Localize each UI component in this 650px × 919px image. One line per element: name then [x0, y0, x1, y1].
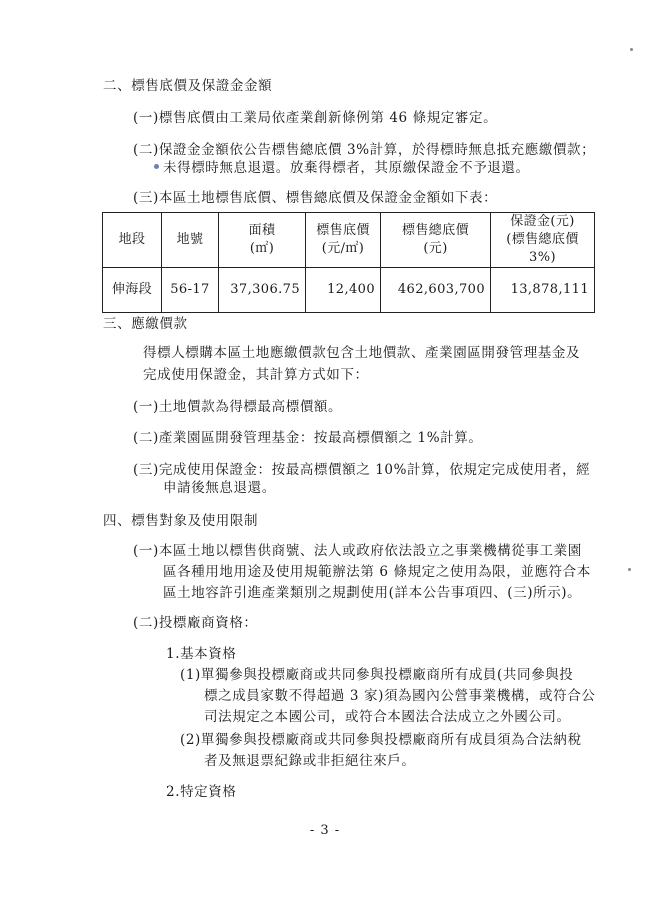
basic-item-1-line-1: (1)單獨參與投標廠商或共同參與投標廠商所有成員(共同參與投	[180, 667, 574, 683]
basic-qualification-heading: 1.基本資格	[166, 646, 237, 662]
section-3-item-3-line-2: 申請後無息退還。	[163, 480, 276, 496]
section-2-item-2-line-1: (二)保證金金額依公告標售總底價 3%計算，於得標時無息抵充應繳價款；	[133, 142, 596, 158]
section-2-item-1: (一)標售底價由工業局依產業創新條例第 46 條規定審定。	[133, 110, 498, 126]
section-2-item-3: (三)本區土地標售底價、標售總底價及保證金金額如下表：	[133, 190, 498, 206]
header-unit-price-line-2: (元/㎡)	[321, 241, 365, 256]
header-area-line-1: 面積	[248, 223, 276, 238]
cell-lot: 56-17	[162, 268, 219, 313]
header-area-line-2: (㎡)	[249, 241, 275, 256]
section-2-item-2-line-2: 未得標時無息退還。放棄得標者，其原繳保證金不予退還。	[163, 160, 530, 176]
cell-area: 37,306.75	[219, 268, 306, 313]
basic-item-1-line-2: 標之成員家數不得超過 3 家)須為國內公營事業機構，或符合公	[204, 688, 596, 704]
section-4-item-1-line-2: 區各種用地用途及使用規範辦法第 6 條規定之使用為限，並應符合本	[163, 564, 591, 580]
section-3-item-2: (二)產業園區開發管理基金：按最高標價額之 1%計算。	[133, 430, 483, 446]
header-deposit-line-1: 保證金(元)	[510, 214, 575, 229]
header-total-price-line-1: 標售總底價	[401, 223, 469, 238]
header-segment: 地段	[103, 213, 162, 268]
cell-unit-price: 12,400	[306, 268, 381, 313]
page-number: - 3 -	[309, 823, 341, 838]
table-header-row	[103, 213, 595, 268]
header-unit-price	[306, 213, 381, 268]
header-lot: 地號	[162, 213, 219, 268]
section-3-item-3-line-1: (三)完成使用保證金：按最高標價額之 10%計算，依規定完成使用者，經	[133, 462, 591, 478]
section-2-heading: 二、標售底價及保證金金額	[103, 78, 273, 94]
basic-item-2-line-2: 者及無退票紀錄或非拒絕往來戶。	[204, 753, 416, 769]
header-unit-price-line-1: 標售底價	[316, 223, 370, 238]
cell-deposit: 13,878,111	[491, 268, 595, 313]
special-qualification-heading: 2.特定資格	[166, 784, 237, 800]
basic-item-2-line-1: (2)單獨參與投標廠商或共同參與投標廠商所有成員須為合法納稅	[180, 732, 582, 748]
price-table	[102, 212, 595, 313]
cell-segment: 伸海段	[103, 268, 162, 313]
header-deposit	[491, 213, 595, 268]
header-total-price	[381, 213, 491, 268]
section-3-heading: 三、應繳價款	[103, 316, 188, 332]
header-total-price-line-2: (元)	[423, 241, 448, 256]
cell-total-price: 462,603,700	[381, 268, 491, 313]
section-3-para-line-1: 得標人標購本區土地應繳價款包含土地價款、產業園區開發管理基金及	[143, 345, 581, 361]
header-area	[219, 213, 306, 268]
section-3-item-1: (一)土地價款為得標最高標價額。	[133, 399, 343, 415]
table-row	[103, 268, 595, 313]
section-4-item-1-line-3: 區土地容許引進產業類別之規劃使用(詳本公告事項四、(三)所示)。	[163, 585, 582, 601]
section-4-item-1-line-1: (一)本區土地以標售供商號、法人或政府依法設立之事業機構從事工業園	[133, 543, 582, 559]
scan-speck	[630, 48, 633, 51]
basic-item-1-line-3: 司法規定之本國公司，或符合本國法合法成立之外國公司。	[204, 709, 571, 725]
header-deposit-line-2: (標售總底價 3%)	[506, 232, 579, 265]
section-3-para-line-2: 完成使用保證金，其計算方式如下：	[143, 367, 369, 383]
section-4-heading: 四、標售對象及使用限制	[103, 513, 259, 529]
blue-ink-dot	[154, 164, 159, 169]
section-4-item-2: (二)投標廠商資格：	[133, 615, 258, 631]
scan-speck	[628, 568, 631, 571]
